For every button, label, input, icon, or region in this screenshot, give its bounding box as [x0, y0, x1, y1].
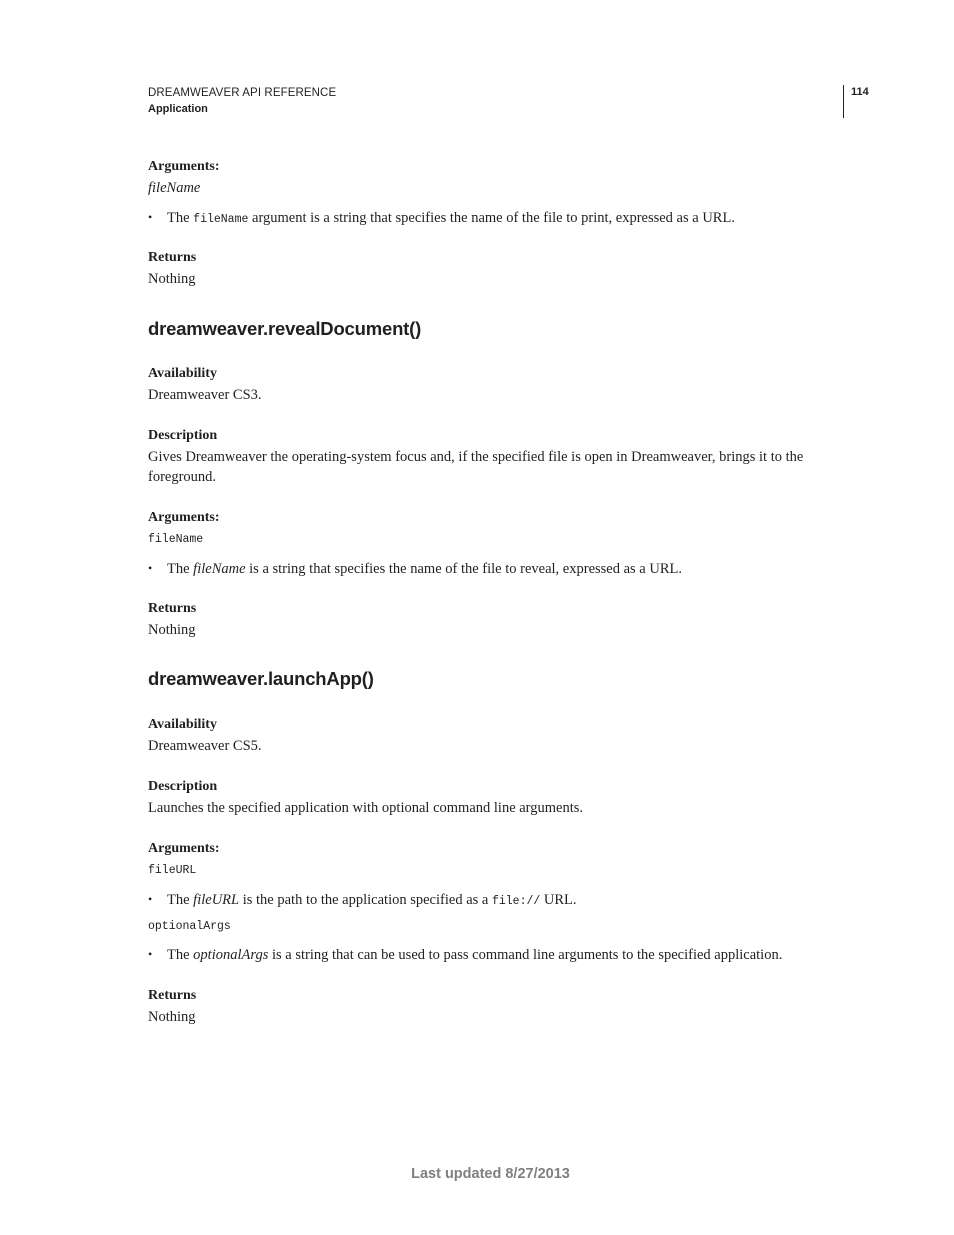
- bullet-marker: •: [148, 210, 153, 224]
- arguments-label: Arguments:: [148, 159, 220, 174]
- running-header-section: Application: [148, 103, 208, 115]
- description-text: Launches the specified application with optional command line arguments.: [148, 800, 584, 816]
- inline-code: fileName: [193, 213, 249, 226]
- argument-name: fileName: [148, 533, 204, 546]
- description-label: Description: [148, 428, 218, 443]
- availability-label: Availability: [148, 717, 217, 732]
- returns-value: Nothing: [148, 622, 196, 638]
- section-heading-reveal-document: dreamweaver.revealDocument(): [148, 318, 422, 339]
- returns-label: Returns: [148, 250, 197, 265]
- arguments-label: Arguments:: [148, 510, 220, 525]
- returns-label: Returns: [148, 601, 197, 616]
- description-text: Gives Dreamweaver the operating-system focus and, if the specified file is open in Dreamweaver, brings it to the foreground.: [148, 449, 804, 485]
- availability-value: Dreamweaver CS3.: [148, 387, 262, 403]
- header-divider: [843, 85, 844, 118]
- page-number: 114: [851, 86, 869, 98]
- argument-name: optionalArgs: [148, 920, 231, 933]
- bullet-marker: •: [148, 561, 153, 575]
- argument-bullet: • The optionalArgs is a string that can be used to pass command line arguments to the specified application.: [148, 944, 782, 965]
- returns-label: Returns: [148, 988, 197, 1003]
- argument-bullet: • The fileURL is the path to the application specified as a file:// URL.: [148, 889, 577, 912]
- section-heading-launch-app: dreamweaver.launchApp(): [148, 668, 374, 689]
- bullet-marker: •: [148, 947, 153, 961]
- returns-value: Nothing: [148, 1009, 196, 1025]
- last-updated-footer: Last updated 8/27/2013: [411, 1166, 570, 1182]
- inline-code: file://: [491, 895, 541, 908]
- argument-name: fileURL: [148, 864, 197, 877]
- running-header-title: DREAMWEAVER API REFERENCE: [148, 87, 337, 99]
- argument-bullet: • The fileName is a string that specifies the name of the file to reveal, expressed as a URL.: [148, 558, 682, 579]
- argument-bullet: • The fileName argument is a string that specifies the name of the file to print, expressed as a URL.: [148, 207, 735, 230]
- availability-value: Dreamweaver CS5.: [148, 738, 262, 754]
- returns-value: Nothing: [148, 271, 196, 287]
- bullet-marker: •: [148, 892, 153, 906]
- argument-name: fileName: [148, 180, 201, 196]
- arguments-label: Arguments:: [148, 841, 220, 856]
- description-label: Description: [148, 779, 218, 794]
- availability-label: Availability: [148, 366, 217, 381]
